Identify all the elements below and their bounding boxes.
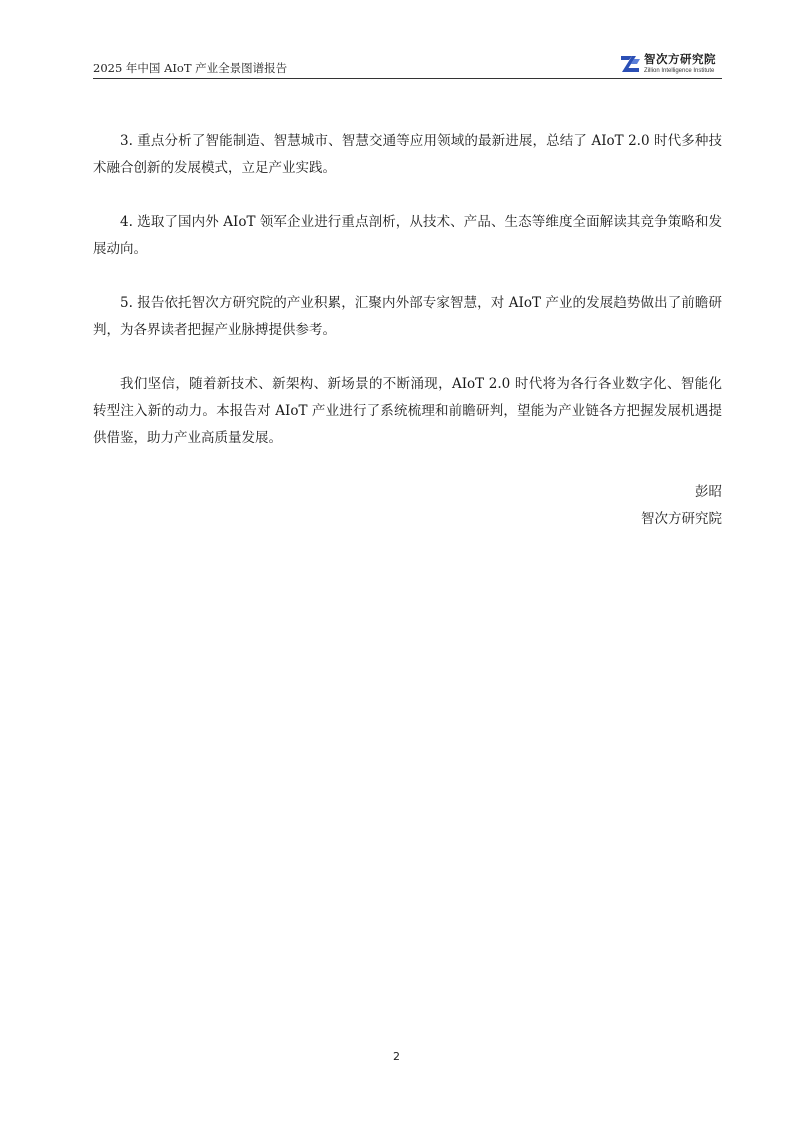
page-header xyxy=(93,50,722,78)
page-number: 2 xyxy=(393,1050,400,1063)
signature-name: 彭昭 xyxy=(695,484,722,500)
logo-name-cn: 智次方研究院 xyxy=(644,52,716,67)
paragraph-point-4: 4. 选取了国内外 AIoT 领军企业进行重点剖析，从技术、产品、生态等维度全面解读其竞争策略和发展动向。 xyxy=(93,214,722,257)
institute-logo xyxy=(619,52,716,76)
paragraph-conclusion: 我们坚信，随着新技术、新架构、新场景的不断涌现，AIoT 2.0 时代将为各行各业数字化、智能化转型注入新的动力。本报告对 AIoT 产业进行了系统梳理和前瞻研判，望能为产业链各方把握发展机遇提供借鉴，助力产业高质量发展。 xyxy=(93,376,722,446)
report-title: 2025 年中国 AIoT 产业全景图谱报告 xyxy=(93,61,288,75)
logo-text xyxy=(644,54,716,74)
body-content xyxy=(93,128,722,533)
signature-org: 智次方研究院 xyxy=(641,511,722,527)
header-divider xyxy=(93,78,722,79)
zii-logo-icon xyxy=(619,53,641,75)
paragraph-point-3: 3. 重点分析了智能制造、智慧城市、智慧交通等应用领域的最新进展，总结了 AIoT 2.0 时代多种技术融合创新的发展模式，立足产业实践。 xyxy=(93,133,722,176)
logo-name-en: Zillion Intelligence Institute xyxy=(644,67,715,74)
paragraph-point-5: 5. 报告依托智次方研究院的产业积累，汇聚内外部专家智慧，对 AIoT 产业的发展趋势做出了前瞻研判，为各界读者把握产业脉搏提供参考。 xyxy=(93,295,722,338)
